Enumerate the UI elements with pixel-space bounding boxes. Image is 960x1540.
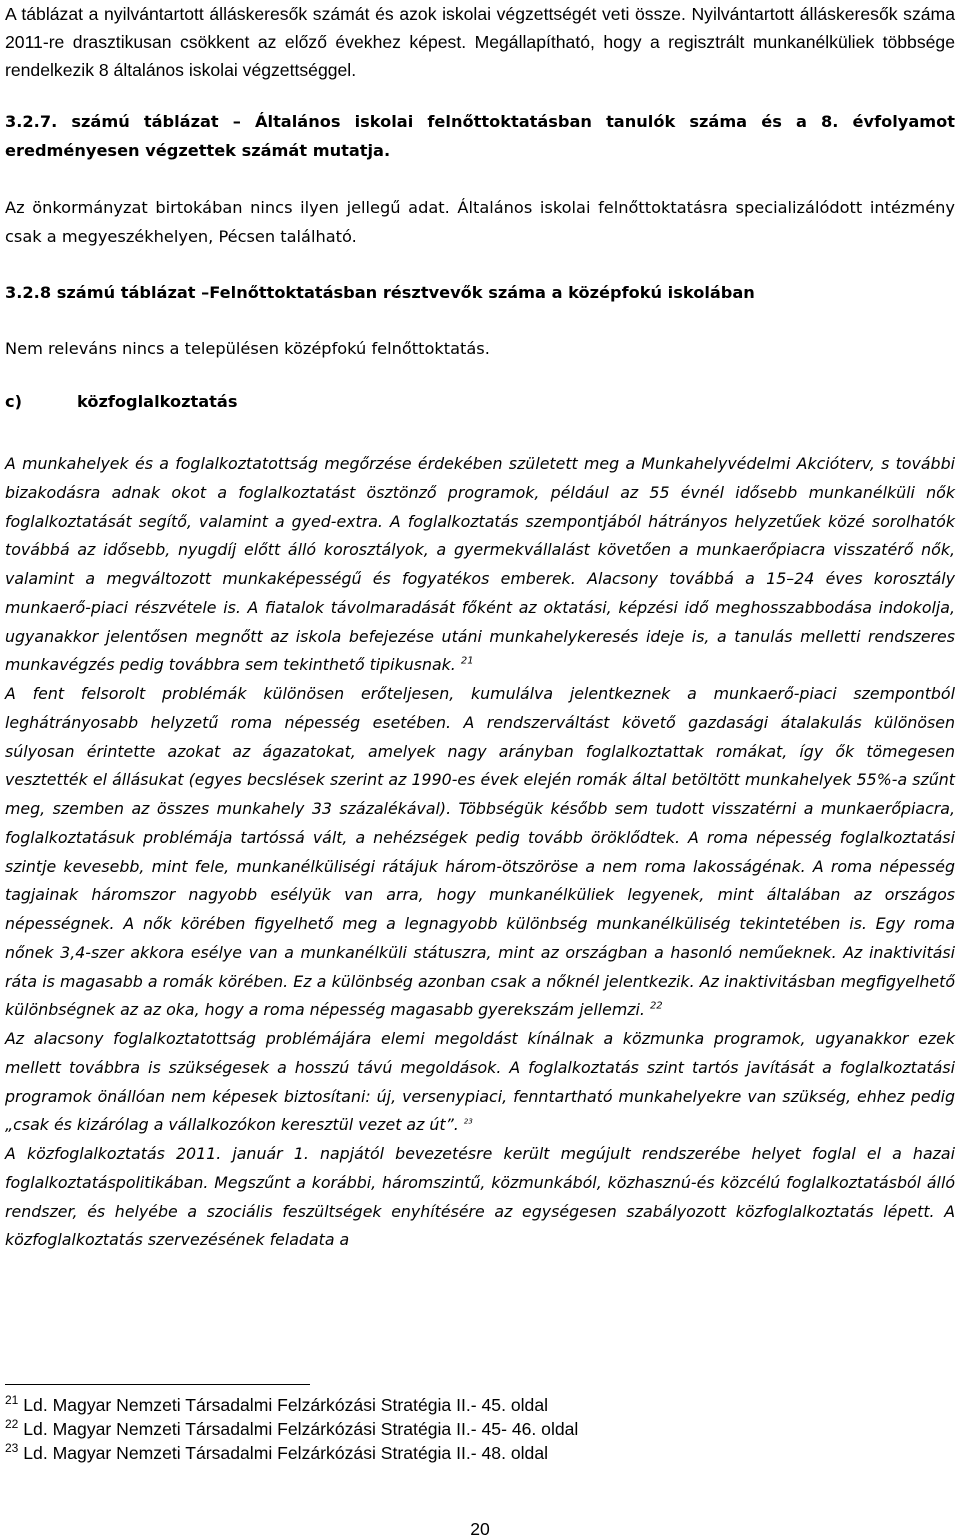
section-letter: c) — [5, 392, 22, 411]
footnotes — [5, 1393, 578, 1465]
footnote-ref[interactable]: 23 — [463, 1117, 473, 1126]
footnote-text: Ld. Magyar Nemzeti Társadalmi Felzárkózási Stratégia II.- 48. oldal — [23, 1443, 549, 1463]
body-paragraph: Az alacsony foglalkoztatottság problémájára elemi megoldást kínálnak a közmunka programok, ugyanakkor ezek mellett továbbra is szükségesek a hosszú távú megoldások. A foglalkoztatás szint tartós javítását a foglalkoztatási programok önállóan nem képesek biztosítani: új, versenypiaci, fenntartható munkahelyekre van szükség, ehhez pedig „csak és kizárólag a vállalkozókon keresztül vezet az út”. $^{23}$ — [5, 1029, 955, 1135]
intro-paragraph: A táblázat a nyilvántartott álláskeresők számát és azok iskolai végzettségét veti össze. Nyilvántartott álláskeresők száma 2011-re drasztikusan csökkent az előző évekhez képest. Megállapítható, hogy a regisztrált munkanélküliek többsége rendelkezik 8 általános iskolai végzettséggel. — [5, 4, 955, 80]
footnote-text: Ld. Magyar Nemzeti Társadalmi Felzárkózási Stratégia II.- 45- 46. oldal — [23, 1419, 579, 1439]
table-328-caption: 3.2.8 számú táblázat –Felnőttoktatásban résztvevők száma a középfokú iskolában — [5, 283, 755, 302]
section-title: közfoglalkoztatás — [77, 392, 238, 411]
section-heading — [5, 392, 237, 411]
footnote-item — [5, 1393, 578, 1417]
footnote-number: 21 — [5, 1393, 19, 1408]
body-paragraph: A munkahelyek és a foglalkoztatottság megőrzése érdekében született meg a Munkahelyvédelmi Akcióterv, s további bizakodásra adnak okot a foglalkoztatást ösztönző programok, például az 55 évnél idősebb munkanélküli nők foglalkoztatását segítő, valamint a gyed-extra. A foglalkoztatás szempontjából hátrányos helyzetűek közé sorolhatók továbbá az idősebb, nyugdíj előtt álló korosztályok, a gyermekvállalást követően a munkaerőpiacra visszatérő nők, valamint a megváltozott munkaképességű és fogyatékos emberek. Alacsony továbbá a 15–24 éves korosztály munkaerő-piaci részvétele is. A fiatalok távolmaradását főként az oktatási, képzési idő meghosszabbodása indokolja, ugyanakkor jelentősen megnőtt az iskola befejezése utáni munkahelykeresés ideje is, a tanulás melletti rendszeres munkavégzés pedig továbbra sem tekinthető tipikusnak. $^{21}$ — [5, 454, 955, 675]
table-327-caption: 3.2.7. számú táblázat – Általános iskolai felnőttoktatásban tanulók száma és a 8. évfolyamot eredményesen végzettek számát mutatja. — [5, 112, 955, 160]
footnote-ref[interactable]: 21 — [460, 655, 474, 667]
body-paragraph: A fent felsorolt problémák különösen erőteljesen, kumulálva jelentkeznek a munkaerő-piaci szempontból leghátrányosabb helyzetű roma népesség esetében. A rendszerváltást követő gazdasági átalakulás különösen súlyosan érintette azokat az ágazatokat, amelyek nagy arányban foglalkoztattak romákat, így ők tömegesen vesztették el állásukat (egyes becslések szerint az 1990-es évek elején romák által betöltött munkahelyek 55%-a szűnt meg, szemben az összes munkahely 33 százalékával). Többségük később sem tudott visszatérni a munkaerőpiacra, foglalkoztatásuk problémája tartóssá vált, a nehézségek pedig tovább öröklődtek. A roma népesség foglalkoztatási szintje kevesebb, mint fele, munkanélküliségi rátájuk három-ötszöröse a nem roma lakosságénak. A roma népesség tagjainak háromszor nagyobb esélyük van arra, hogy munkanélküliek legyenek, mint általában az országos népességnek. A nők körében figyelhető meg a legnagyobb különbség munkanélküliség tekintetében is. Egy roma nőnek 3,4-szer akkora esélye van a munkanélküli státuszra, mint az országban a hasonló neműeknek. Az inaktivitási ráta is magasabb a romák körében. Ez a különbség azonban csak a nőknél jelentkezik. Az inaktivitásban megfigyelhető különbségnek az az oka, hogy a roma népesség magasabb gyerekszám jellemzi. $^{22}$ — [5, 684, 955, 1020]
page-number: 20 — [470, 1519, 490, 1539]
footnote-number: 23 — [5, 1441, 19, 1456]
footnote-number: 22 — [5, 1417, 19, 1432]
table-327-note: Az önkormányzat birtokában nincs ilyen jellegű adat. Általános iskolai felnőttoktatásra specializálódott intézmény csak a megyeszékhelyen, Pécsen található. — [5, 198, 955, 246]
footnote-ref[interactable]: 22 — [649, 1000, 663, 1012]
table-328-note: Nem releváns nincs a településen középfokú felnőttoktatás. — [5, 339, 490, 358]
footnote-separator — [5, 1384, 310, 1385]
footnote-item — [5, 1441, 578, 1465]
body-text — [5, 450, 955, 1255]
footnote-item — [5, 1417, 578, 1441]
body-paragraph: A közfoglalkoztatás 2011. január 1. napjától bevezetésre került megújult rendszerébe helyet foglal el a hazai foglalkoztatáspolitikában. Megszűnt a korábbi, háromszintű, közmunkából, közhasznú-és közcélú foglalkoztatásból álló rendszer, és helyébe a szociális feszültségek enyhítésére az egységesen szabályozott közfoglalkoztatás lépett. A közfoglalkoztatás szervezésének feladata a — [5, 1144, 955, 1250]
footnote-text: Ld. Magyar Nemzeti Társadalmi Felzárkózási Stratégia II.- 45. oldal — [23, 1395, 549, 1415]
